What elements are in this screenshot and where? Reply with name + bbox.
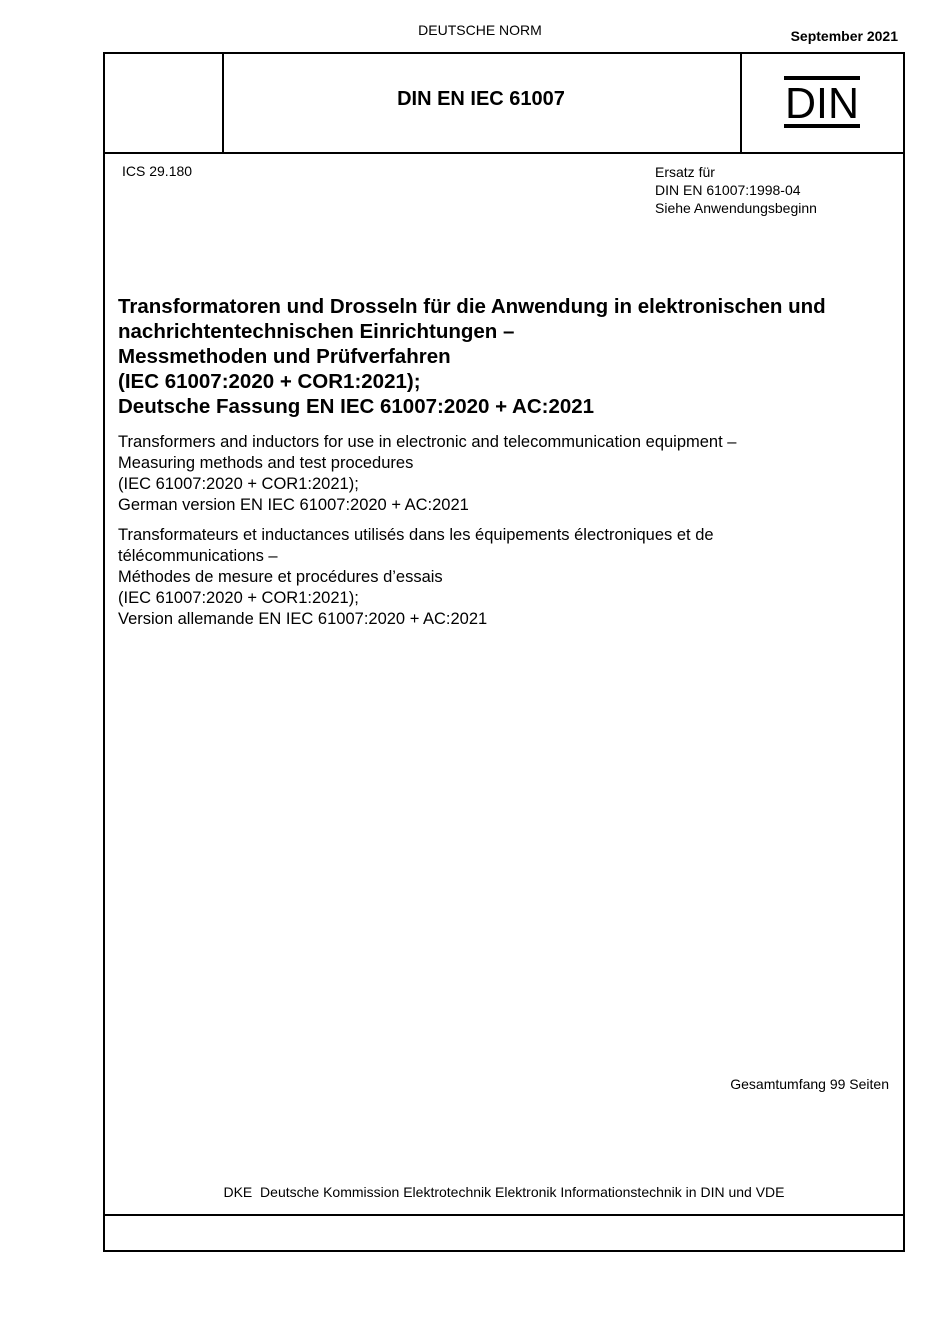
replacement-line: Siehe Anwendungsbeginn	[655, 200, 817, 216]
title-german-line: (IEC 61007:2020 + COR1:2021);	[118, 370, 421, 393]
title-french-line: Méthodes de mesure et procédures d’essais	[118, 568, 443, 586]
document-frame	[103, 52, 905, 1252]
title-german	[118, 294, 908, 419]
din-logo	[784, 76, 860, 128]
issuing-organization: DKE Deutsche Kommission Elektrotechnik Elektronik Informationstechnik in DIN und VDE	[223, 1184, 785, 1200]
standard-number: DIN EN IEC 61007	[397, 88, 565, 110]
publication-date: September 2021	[790, 28, 898, 44]
title-german-line: Transformatoren und Drosseln für die Anwendung in elektronischen und	[118, 295, 826, 318]
total-pages: Gesamtumfang 99 Seiten	[730, 1076, 889, 1092]
title-german-line: Deutsche Fassung EN IEC 61007:2020 + AC:2021	[118, 395, 595, 418]
title-french	[118, 525, 898, 630]
title-french-line: (IEC 61007:2020 + COR1:2021);	[118, 589, 359, 607]
ics-code: ICS 29.180	[122, 163, 193, 179]
title-french-line: Transformateurs et inductances utilisés dans les équipements électroniques et de	[118, 526, 714, 544]
title-german-line: nachrichtentechnischen Einrichtungen –	[118, 320, 515, 343]
din-logo-text: DIN	[785, 79, 859, 128]
replacement-line: DIN EN 61007:1998-04	[655, 182, 801, 198]
header-right-divider	[740, 54, 742, 154]
title-english-line: Transformers and inductors for use in electronic and telecommunication equipment –	[118, 433, 737, 451]
title-german-line: Messmethoden und Prüfverfahren	[118, 345, 451, 368]
footer-divider	[105, 1214, 903, 1216]
title-french-line: télécommunications –	[118, 547, 278, 565]
title-french-line: Version allemande EN IEC 61007:2020 + AC:2021	[118, 610, 488, 628]
replacement-line: Ersatz für	[655, 164, 715, 180]
title-english-line: German version EN IEC 61007:2020 + AC:2021	[118, 496, 469, 514]
title-english	[118, 432, 898, 516]
title-english-line: Measuring methods and test procedures	[118, 454, 414, 472]
title-english-line: (IEC 61007:2020 + COR1:2021);	[118, 475, 359, 493]
replacement-info	[655, 163, 817, 217]
document-type-label: DEUTSCHE NORM	[418, 22, 542, 38]
header-divider	[105, 152, 903, 154]
